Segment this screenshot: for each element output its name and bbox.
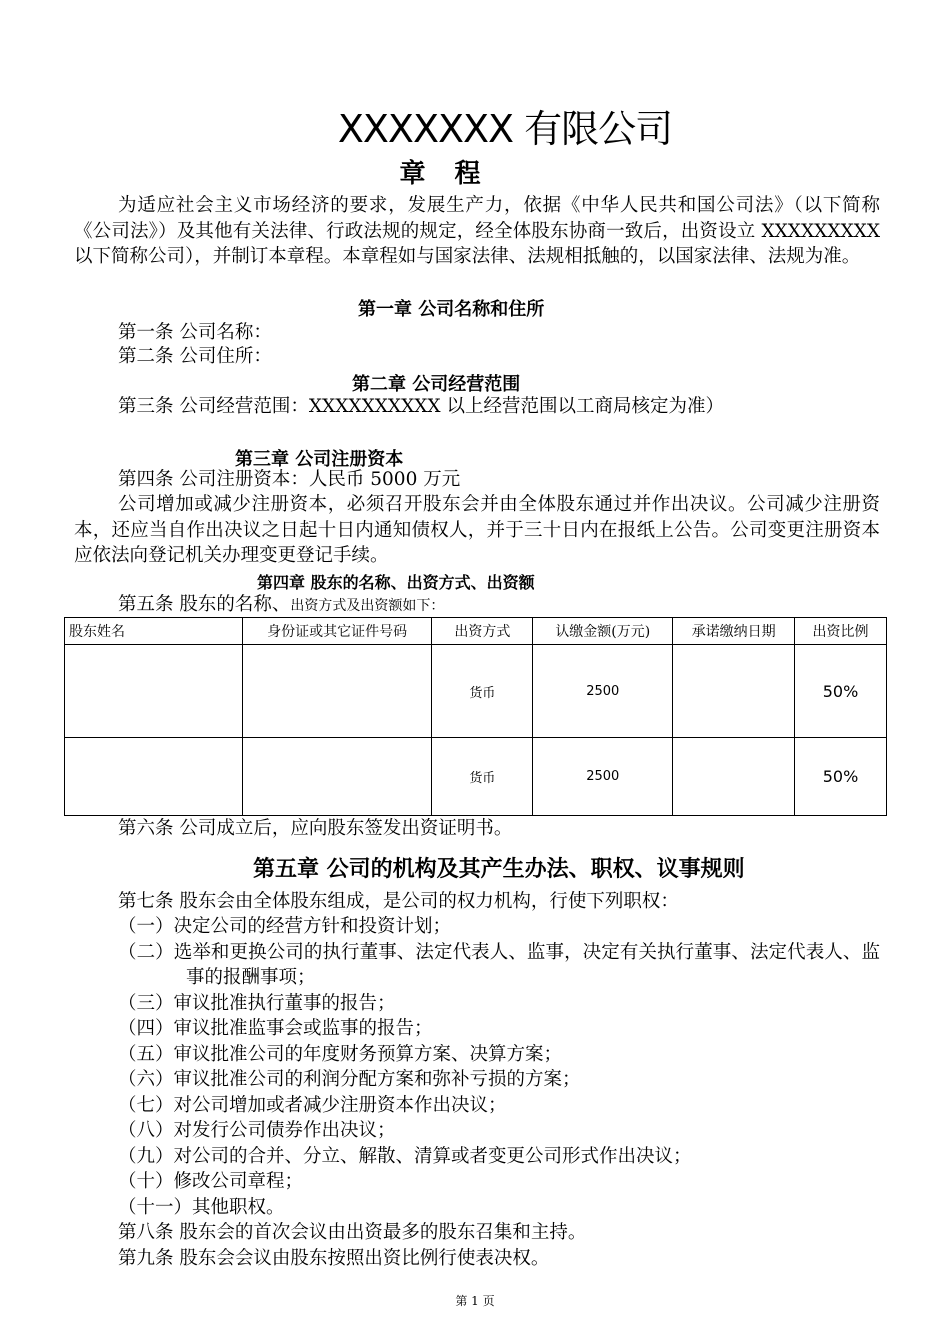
article-7: 第七条 股东会由全体股东组成，是公司的权力机构，行使下列职权：: [118, 891, 679, 912]
subscribed-amount: 2500: [533, 738, 673, 816]
list-item: （三）审议批准执行董事的报告；: [118, 992, 396, 1014]
shareholder-table: [64, 617, 887, 816]
chapter3-title: 第三章 公司注册资本: [235, 449, 404, 470]
shareholder-name: [65, 645, 243, 738]
shareholder-name: [65, 738, 243, 816]
preamble: 为适应社会主义市场经济的要求，发展生产力，依据《中华人民共和国公司法》（以下简称《公司法》）及其他有关法律、行政法规的规定，经全体股东协商一致后，出资设立 XXXXXXXXX 以下简称公司），并制订本章程。本章程如与国家法律、法规相抵触的，以国家法律、法规为准。: [74, 195, 880, 267]
table-header-cell: 认缴金额(万元): [533, 618, 673, 645]
table-header-cell: 出资比例: [795, 618, 887, 645]
article-6: 第六条 公司成立后，应向股东签发出资证明书。: [118, 818, 513, 839]
list-item: （五）审议批准公司的年度财务预算方案、决算方案；: [118, 1043, 563, 1065]
article-4-body: 公司增加或减少注册资本，必须召开股东会并由全体股东通过并作出决议。公司减少注册资本，还应当自作出决议之日起十日内通知债权人，并于三十日内在报纸上公告。公司变更注册资本应依法向登记机关办理变更登记手续。: [74, 494, 880, 566]
page-number: 第 1 页: [455, 1294, 495, 1308]
article-8: 第八条 股东会的首次会议由出资最多的股东召集和主持。: [118, 1222, 587, 1243]
article-5: [118, 593, 444, 617]
list-item: （九）对公司的合并、分立、解散、清算或者变更公司形式作出决议；: [118, 1145, 692, 1167]
shareholder-id: [242, 645, 432, 738]
list-item: （六）审议批准公司的利润分配方案和弥补亏损的方案；: [118, 1069, 581, 1090]
list-item: （二）选举和更换公司的执行董事、法定代表人、监事，决定有关执行董事、法定代表人、监事的报酬事项；: [118, 941, 880, 988]
article-5-small: 出资方式及出资额如下：: [290, 598, 445, 614]
article-3: 第三条 公司经营范围：XXXXXXXXXX 以上经营范围以工商局核定为准）: [118, 396, 724, 417]
chapter2-title: 第二章 公司经营范围: [352, 374, 521, 395]
document-subtitle: 章 程: [399, 159, 491, 189]
table-header-cell: 股东姓名: [65, 618, 243, 645]
table-row: [65, 645, 887, 738]
list-item: （四）审议批准监事会或监事的报告；: [118, 1018, 433, 1039]
table-row: [65, 738, 887, 816]
list-item: （十一）其他职权。: [118, 1196, 285, 1218]
contribution-method: 货币: [432, 645, 533, 738]
article-4: 第四条 公司注册资本：人民币 5000 万元: [118, 469, 461, 490]
list-item: （十）修改公司章程；: [118, 1171, 304, 1192]
list-item: （八）对发行公司债券作出决议；: [118, 1120, 396, 1141]
article-2: 第二条 公司住所：: [118, 346, 272, 367]
list-item: （一）决定公司的经营方针和投资计划；: [118, 916, 452, 937]
article-1: 第一条 公司名称：: [118, 322, 272, 343]
article-7-items: [118, 914, 880, 1271]
table-header-cell: 出资方式: [432, 618, 533, 645]
list-item: （七）对公司增加或者减少注册资本作出决议；: [118, 1094, 507, 1116]
contribution-method: 货币: [432, 738, 533, 816]
table-header-cell: 身份证或其它证件号码: [242, 618, 432, 645]
subscribed-amount: 2500: [533, 645, 673, 738]
shareholder-id: [242, 738, 432, 816]
article-9: 第九条 股东会会议由股东按照出资比例行使表决权。: [118, 1247, 550, 1269]
chapter4-title: 第四章 股东的名称、出资方式、出资额: [257, 573, 535, 592]
table-header-row: [65, 618, 887, 645]
payment-date: [673, 645, 795, 738]
contribution-ratio: 50%: [795, 738, 887, 816]
chapter1-title: 第一章 公司名称和住所: [358, 299, 545, 320]
contribution-ratio: 50%: [795, 645, 887, 738]
table-header-cell: 承诺缴纳日期: [673, 618, 795, 645]
payment-date: [673, 738, 795, 816]
chapter5-title: 第五章 公司的机构及其产生办法、职权、议事规则: [253, 857, 745, 882]
article-5-main: 第五条 股东的名称、: [118, 594, 291, 615]
document-title: XXXXXXX 有限公司: [337, 107, 673, 151]
